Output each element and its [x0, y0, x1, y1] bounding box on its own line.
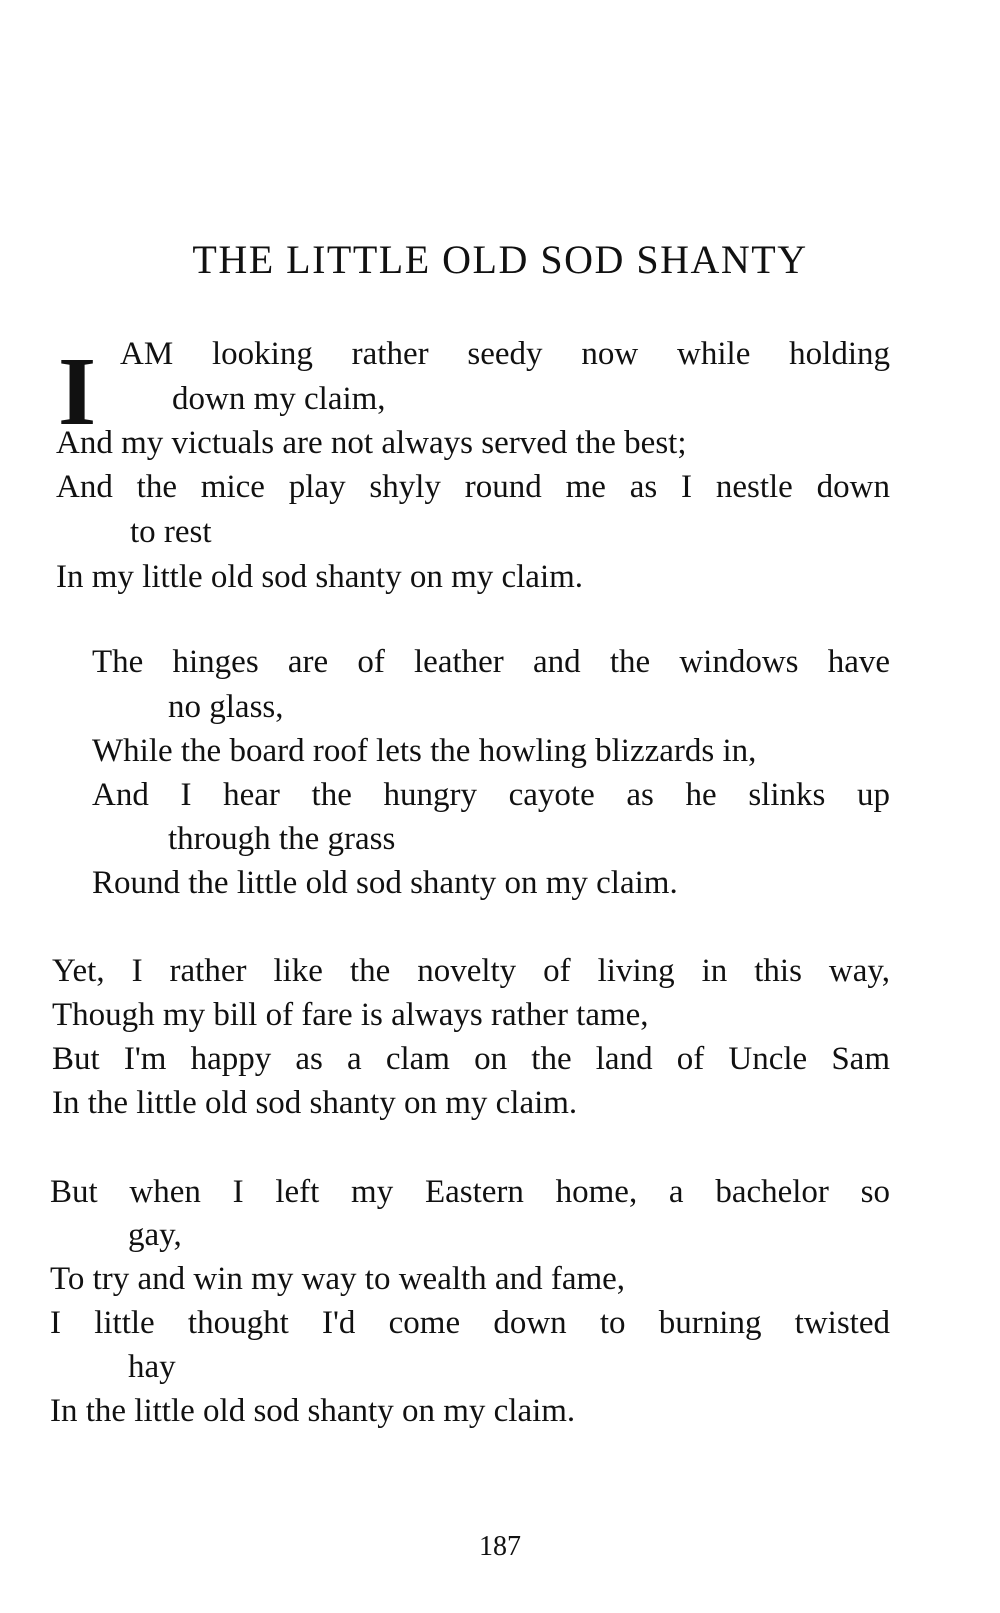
verse-line: In the little old sod shanty on my claim. — [52, 1085, 578, 1121]
verse-line: But when I left my Eastern home, a bachelor so — [50, 1174, 890, 1210]
verse-line: In the little old sod shanty on my claim. — [50, 1393, 576, 1429]
verse-line: And my victuals are not always served the best; — [56, 425, 687, 461]
verse-line: AM looking rather seedy now while holding — [120, 336, 890, 372]
verse-line: And the mice play shyly round me as I nestle down — [56, 469, 890, 505]
page-number: 187 — [479, 1531, 521, 1562]
verse-line: While the board roof lets the howling blizzards in, — [92, 733, 757, 769]
verse-line-continuation: to rest — [130, 514, 212, 550]
verse-line-continuation: down my claim, — [172, 381, 386, 417]
drop-cap: I — [58, 338, 97, 446]
poem-title: THE LITTLE OLD SOD SHANTY — [192, 237, 808, 282]
verse-line-continuation: hay — [128, 1349, 176, 1385]
verse-line: The hinges are of leather and the windows have — [92, 644, 890, 680]
verse-line-continuation: gay, — [128, 1217, 182, 1253]
verse-line: But I'm happy as a clam on the land of Uncle Sam — [52, 1041, 890, 1077]
verse-line-continuation: no glass, — [168, 689, 284, 725]
verse-line: To try and win my way to wealth and fame, — [50, 1261, 626, 1297]
verse-line: And I hear the hungry cayote as he slinks up — [92, 777, 890, 813]
verse-line: Yet, I rather like the novelty of living in this way, — [52, 953, 890, 989]
verse-line: Round the little old sod shanty on my claim. — [92, 865, 678, 901]
verse-line: Though my bill of fare is always rather tame, — [52, 997, 649, 1033]
verse-line: I little thought I'd come down to burning twisted — [50, 1305, 890, 1341]
verse-line: In my little old sod shanty on my claim. — [56, 559, 584, 595]
verse-line-continuation: through the grass — [168, 821, 396, 857]
